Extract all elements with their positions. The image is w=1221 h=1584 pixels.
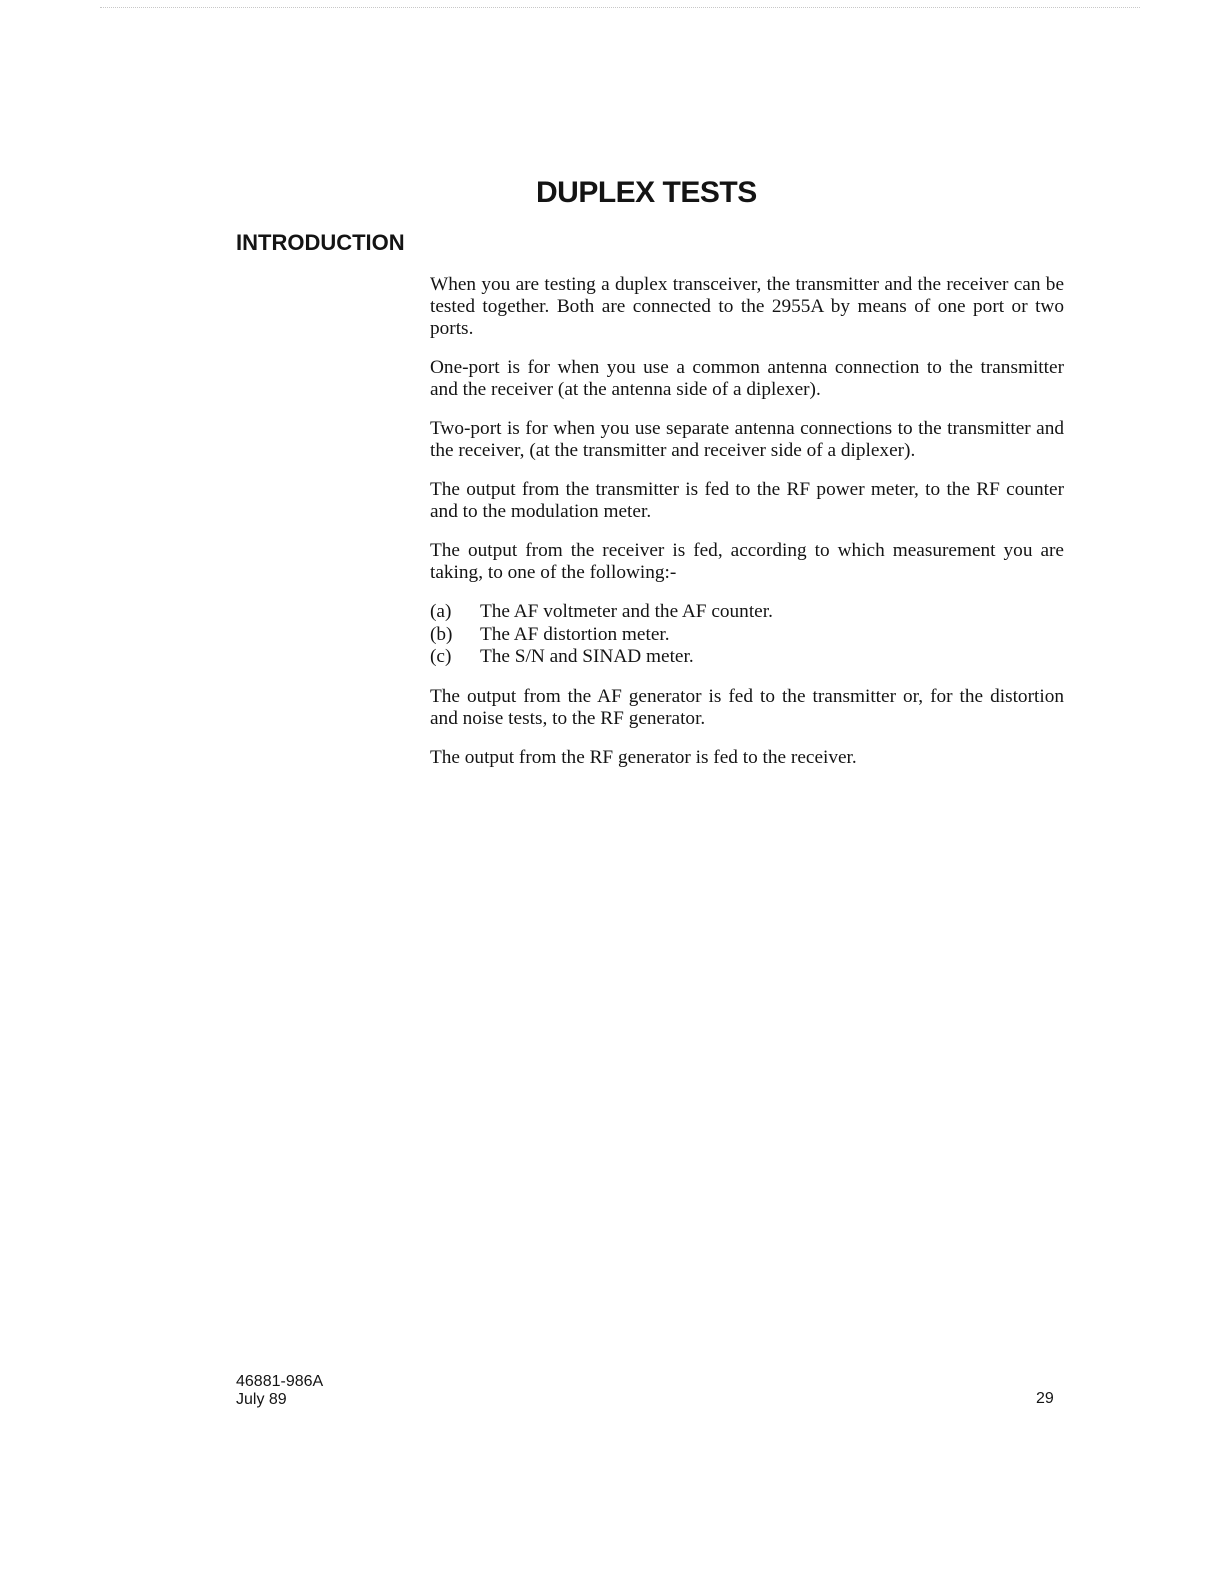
body-text [430, 274, 1064, 786]
paragraph: The output from the RF generator is fed to the receiver. [430, 746, 857, 768]
page-title: DUPLEX TESTS [536, 176, 757, 209]
footer-left [236, 1373, 323, 1409]
paragraph: The output from the transmitter is fed to the RF power meter, to the RF counter and to the modulation meter. [430, 479, 1064, 522]
paragraph: The output from the receiver is fed, according to which measurement you are taking, to one of the following:- [430, 540, 1064, 583]
list-marker: (b) [430, 623, 453, 645]
paragraph: Two-port is for when you use separate antenna connections to the transmitter and the receiver, (at the transmitter and receiver side of a diplexer). [430, 418, 1064, 461]
page-number: 29 [1036, 1390, 1054, 1407]
output-list [430, 601, 1064, 669]
list-item [430, 624, 1064, 647]
list-text: The AF voltmeter and the AF counter. [480, 601, 773, 622]
paragraph: The output from the AF generator is fed to the transmitter or, for the distortion and noise tests, to the RF generator. [430, 685, 1064, 729]
paragraph: One-port is for when you use a common antenna connection to the transmitter and the receiver (at the antenna side of a diplexer). [430, 357, 1064, 400]
section-heading: INTRODUCTION [236, 230, 405, 255]
list-item [430, 646, 1064, 669]
list-text: The AF distortion meter. [480, 623, 670, 645]
list-text: The S/N and SINAD meter. [480, 646, 694, 667]
list-marker: (a) [430, 601, 452, 622]
paragraph: When you are testing a duplex transceiver, the transmitter and the receiver can be tested together. Both are connected to the 2955A by means of one port or two ports. [430, 274, 1064, 339]
document-date: July 89 [236, 1391, 287, 1408]
list-marker: (c) [430, 646, 452, 667]
scan-edge-line [100, 7, 1140, 8]
document-number: 46881-986A [236, 1373, 324, 1390]
list-item [430, 601, 1064, 624]
